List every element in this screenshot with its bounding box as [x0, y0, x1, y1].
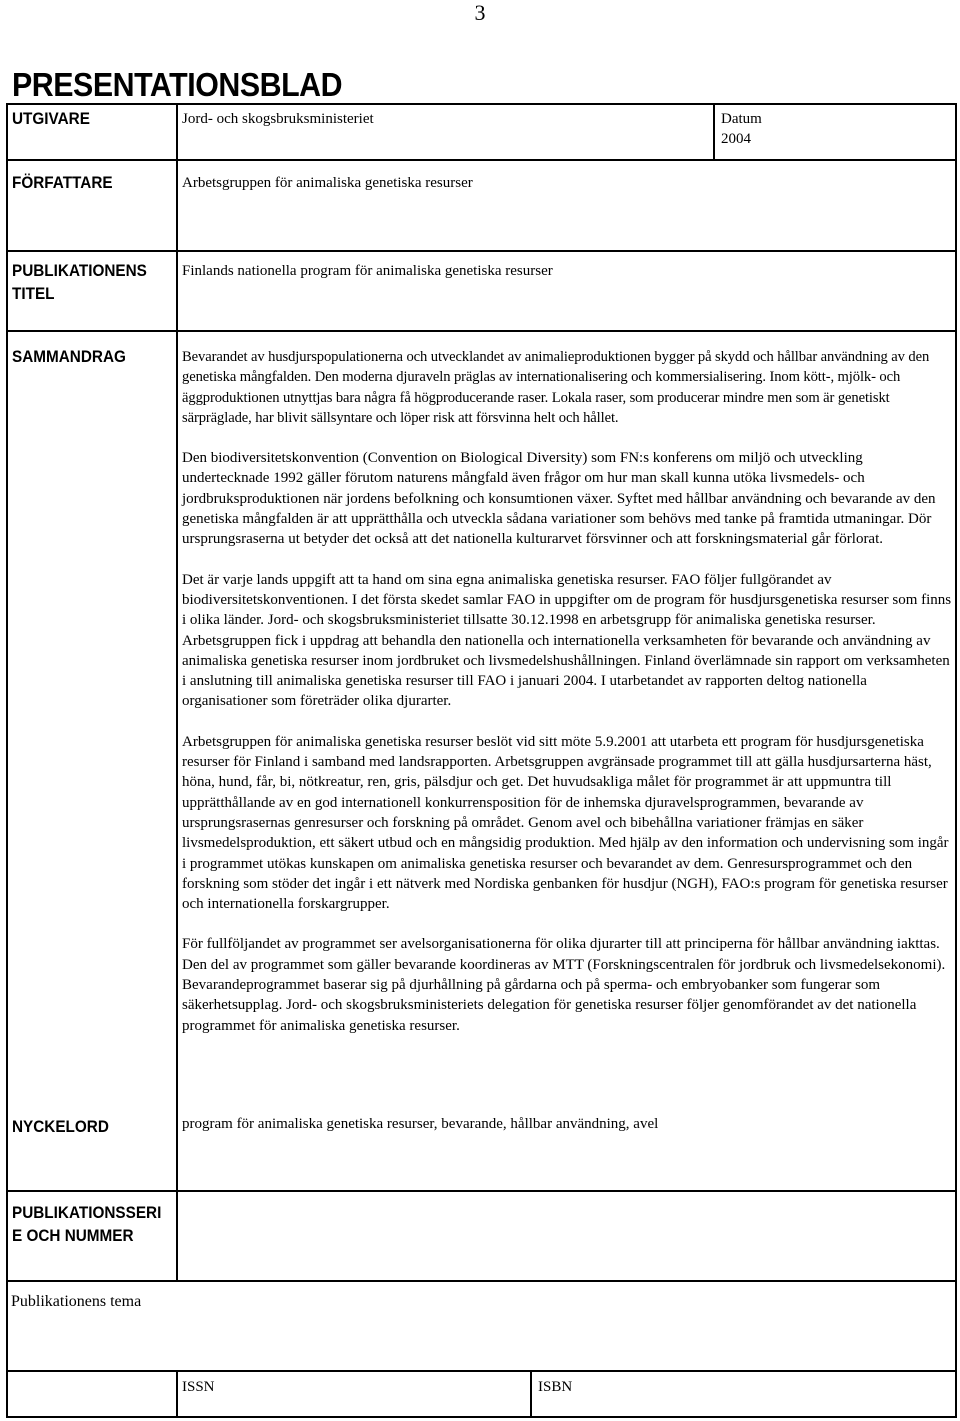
- datum-column-divider: [713, 103, 715, 159]
- titel-value: Finlands nationella program för animaliska genetiska resurser: [182, 263, 553, 279]
- isbn-label: ISBN: [538, 1379, 573, 1395]
- datum-label: Datum: [721, 111, 762, 127]
- tema-label: Publikationens tema: [11, 1293, 142, 1310]
- summary-paragraph-5: För fullföljandet av programmet ser avelsorganisationerna för olika djurarter till att principerna för hållbar användning iakttas. Den del av programmet som gäller bevarande koordineras av MTT (Forskningscentralen för jordbruk och livsmedelsekonomi). Bevarandeprogrammet baserar sig på djurhållning på gårdarna och på sperma- och embryobanker som fungerar som säkerhetsupplag. Jord- och skogsbruksministeriets delegation för genetiska resurser följer genomförandet av det nationella programmet för animaliska genetiska resurser.: [182, 936, 946, 1034]
- isbn-divider: [530, 1370, 532, 1418]
- label-column-divider: [176, 103, 178, 1280]
- utgivare-value: Jord- och skogsbruksministeriet: [182, 111, 374, 127]
- page-number: 3: [474, 0, 486, 25]
- row-divider-forfattare: [6, 250, 957, 252]
- titel-label: PUBLIKATIONENS TITEL: [12, 261, 147, 303]
- row-divider-tema: [6, 1370, 957, 1372]
- utgivare-label: UTGIVARE: [12, 109, 90, 128]
- issn-label: ISSN: [182, 1379, 215, 1395]
- summary-paragraph-2: Den biodiversitetskonvention (Convention on Biological Diversity) som FN:s konferens om miljö och utveckling undertecknade 1992 gäller förutom naturens mångfald även frågor om hur man skall kunna utöka livsmedels- och jordbruksproduktionen när jordens befolkning och konsumtionen växer. Syftet med hållbar användning och bevarande av den genetiska mångfalden är att upprätthålla och utveckla sådana variationer som behövs med tanke på framtida utmaningar. Dör ursprungsraserna ut betyder det också att det nationella kulturarvet försvinner och att forskningsmaterial går förlorat.: [182, 450, 936, 548]
- forfattare-value: Arbetsgruppen för animaliska genetiska resurser: [182, 175, 473, 191]
- serie-label: PUBLIKATIONSSERI E OCH NUMMER: [12, 1203, 162, 1245]
- summary-text: [182, 347, 952, 1036]
- summary-paragraph-4: Arbetsgruppen för animaliska genetiska resurser beslöt vid sitt möte 5.9.2001 att utarbeta ett program för husdjursgenetiska resurser för Finland i samband med landsrapporten. Arbetsgruppen avgränsade programmet till att gälla husdjursarterna häst, höna, hund, får, bi, nötkreatur, ren, gris, pälsdjur och get. Det huvudsakliga målet för programmet är att uppmuntra till upprätthållande av en god internationell konkurrensposition för de inhemska djuravelsprogrammen, bevarande av ursprungsrasernas genresurser och forskning på området. Genom avel och bibehållna variationer främjas en säker livsmedelsproduktion, ett säkert utbud och en mångsidig produktion. Med hjälp av den information och undervisning som ingår i programmet utökas kunskapen om animaliska genetiska resurser och bevarandet av dem. Genresursprogrammet och den forskning som stöder det ingår i ett nätverk med Nordiska genbanken för husdjur (NGH), FAO:s program för genetiska resurser och internationella forskargrupper.: [182, 733, 949, 913]
- row-divider-serie: [6, 1280, 957, 1282]
- summary-paragraph-1: Bevarandet av husdjurspopulationerna och utvecklandet av animalieproduktionen bygger på skydd och hållbar användning av den genetiska mångfalden. Den moderna djuraveln präglas av internationalisering och kommersialisering. Inom kött-, mjölk- och äggproduktionen utnyttjas bara några få högproducerande raser. Lokala raser, som producerar mindre men som är genetiskt särpräglade, har blivit sällsyntare och löper risk att försvinna helt och hållet.: [182, 349, 930, 426]
- nyckelord-label: NYCKELORD: [12, 1117, 109, 1136]
- summary-paragraph-3: Det är varje lands uppgift att ta hand om sina egna animaliska genetiska resurser. FAO följer fullgörandet av biodiversitetskonventionen. I det första skedet samlar FAO in uppgifter om de program för husdjursgenetiska resurser som finns i olika länder. Jord- och skogsbruksministeriet tillsatte 30.12.1998 en arbetsgrupp för animaliska genetiska resurser. Arbetsgruppen fick i uppdrag att behandla den nationella och internationella verksamheten för bevarande och användning av animaliska genetiska resurser inom jordbruket och livsmedelshushållningen. Finland överlämnade sin rapport om verksamheten i anslutning till animaliska genetiska resurser till FAO i januari 2004. I utarbetandet av rapporten deltog nationella organisationer som företräder olika djurarter.: [182, 571, 952, 710]
- datum-value: 2004: [721, 131, 751, 147]
- document-title: PRESENTATIONSBLAD: [12, 66, 343, 103]
- forfattare-label: FÖRFATTARE: [12, 173, 113, 192]
- row-divider-nyckelord: [6, 1190, 957, 1192]
- nyckelord-value: program för animaliska genetiska resurser, bevarande, hållbar användning, avel: [182, 1116, 659, 1132]
- row-divider-titel: [6, 330, 957, 332]
- row-divider-utgivare: [6, 159, 957, 161]
- sammandrag-label: SAMMANDRAG: [12, 347, 126, 366]
- issn-isbn-divider: [176, 1370, 178, 1418]
